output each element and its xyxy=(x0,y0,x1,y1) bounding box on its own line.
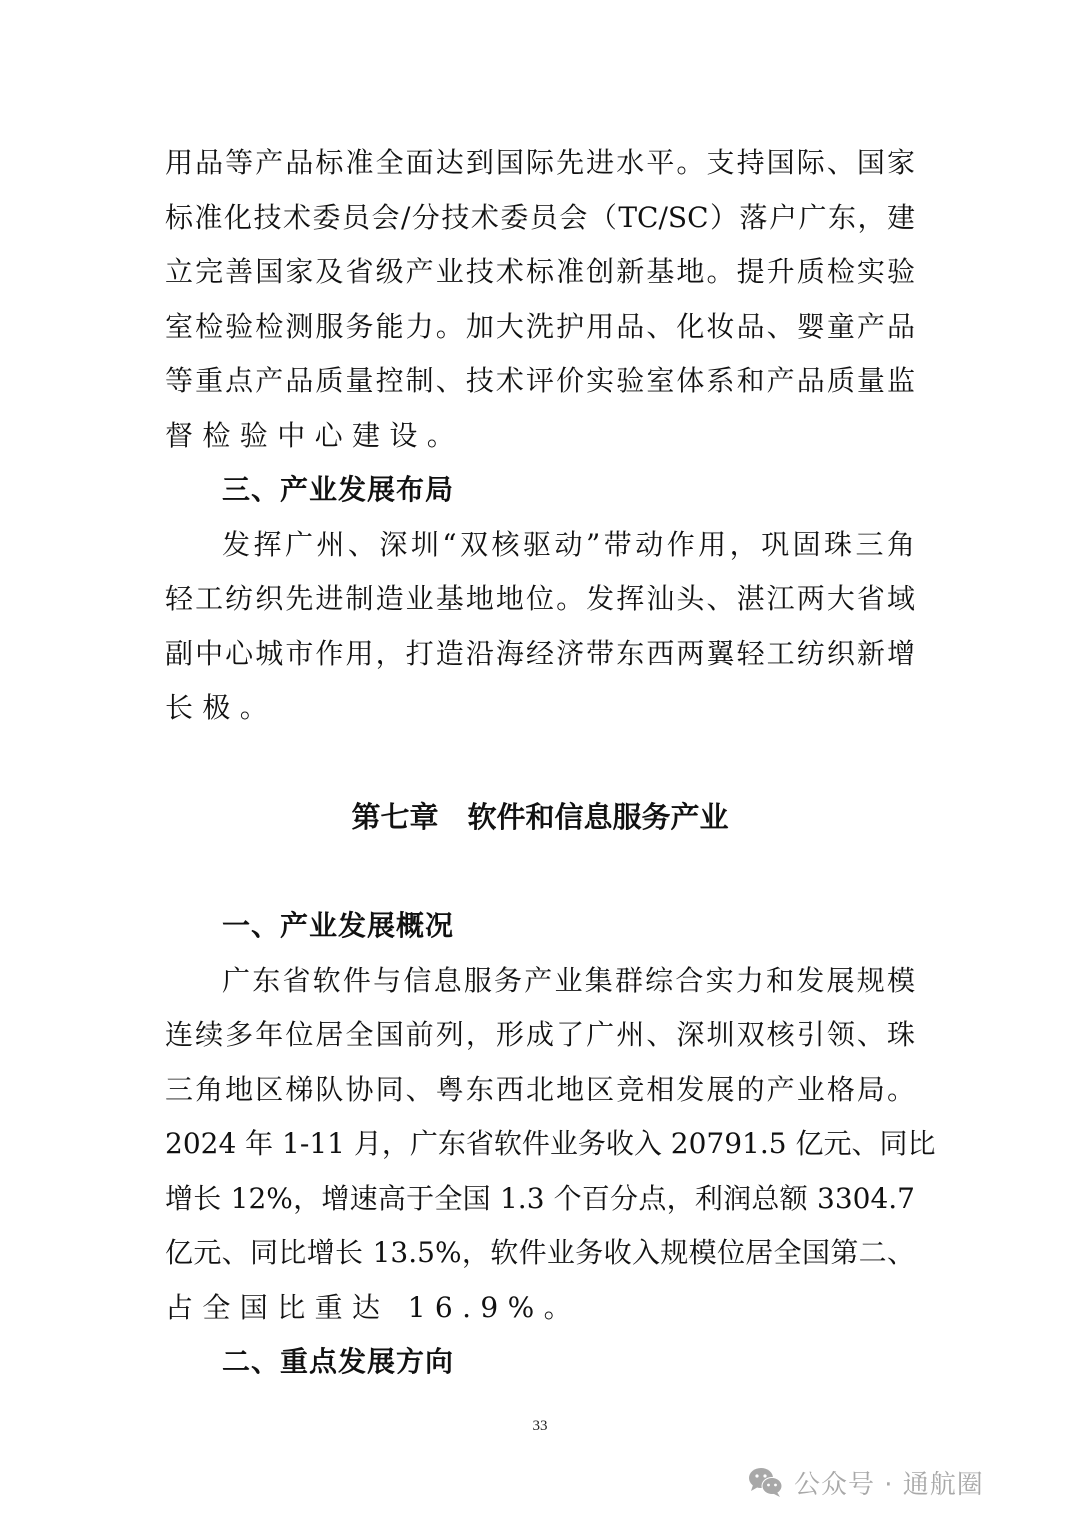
wechat-icon xyxy=(748,1466,784,1498)
paragraph-line: 2024 年 1-11 月，广东省软件业务收入 20791.5 亿元、同比 xyxy=(165,1127,936,1160)
paragraph-line: 长极。 xyxy=(165,691,278,724)
paragraph-line: 副中心城市作用，打造沿海经济带东西两翼轻工纺织新增 xyxy=(165,637,915,670)
paragraph-line: 占全国比重达 16.9%。 xyxy=(165,1291,582,1324)
paragraph-line: 轻工纺织先进制造业基地地位。发挥汕头、湛江两大省域 xyxy=(165,582,915,615)
section-heading: 一、产业发展概况 xyxy=(222,909,455,942)
paragraph-line: 发挥广州、深圳“双核驱动”带动作用，巩固珠三角 xyxy=(222,528,915,561)
page-number: 33 xyxy=(532,1418,548,1434)
paragraph-line: 亿元、同比增长 13.5%，软件业务收入规模位居全国第二、 xyxy=(165,1236,915,1269)
paragraph-line: 广东省软件与信息服务产业集群综合实力和发展规模 xyxy=(222,964,915,997)
paragraph-line: 标准化技术委员会/分技术委员会（TC/SC）落户广东，建 xyxy=(165,201,915,234)
paragraph-line: 督检验中心建设。 xyxy=(165,419,465,452)
paragraph-line: 三角地区梯队协同、粤东西北地区竞相发展的产业格局。 xyxy=(165,1073,915,1106)
chapter-title: 第七章 软件和信息服务产业 xyxy=(351,800,729,834)
watermark-text: 公众号 · 通航圈 xyxy=(794,1469,984,1500)
watermark xyxy=(748,1462,984,1502)
section-heading: 三、产业发展布局 xyxy=(222,473,455,506)
section-heading: 二、重点发展方向 xyxy=(222,1345,455,1378)
paragraph-line: 立完善国家及省级产业技术标准创新基地。提升质检实验 xyxy=(165,255,915,288)
paragraph-line: 用品等产品标准全面达到国际先进水平。支持国际、国家 xyxy=(165,146,915,179)
paragraph-line: 增长 12%，增速高于全国 1.3 个百分点，利润总额 3304.7 xyxy=(165,1182,915,1215)
paragraph-line: 等重点产品质量控制、技术评价实验室体系和产品质量监 xyxy=(165,364,915,397)
paragraph-line: 室检验检测服务能力。加大洗护用品、化妆品、婴童产品 xyxy=(165,310,915,343)
paragraph-line: 连续多年位居全国前列，形成了广州、深圳双核引领、珠 xyxy=(165,1018,915,1051)
